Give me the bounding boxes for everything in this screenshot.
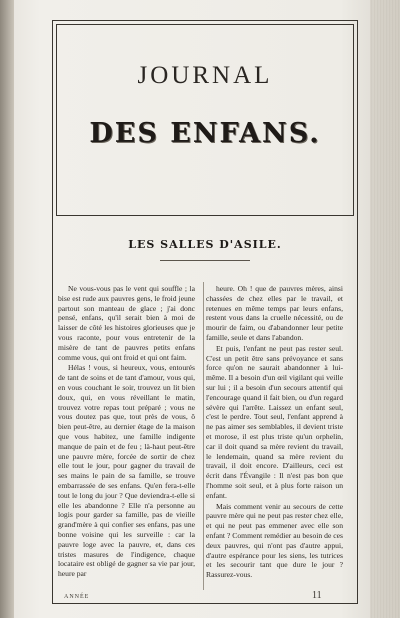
text-column-right <box>206 284 343 590</box>
page-edge <box>370 0 400 618</box>
text-column-left <box>58 284 195 590</box>
paragraph: heure. Oh ! que de pauvres mères, ainsi chassées de chez elles par le travail, et retenues en même temps par leurs enfans, restent vous dans la cruelle nécessité, ou de mourir de faim, ou d'abandonner leur petite famille, seule et dans l'abandon. <box>206 284 343 342</box>
paragraph: Mais comment venir au secours de cette pauvre mère qui ne peut pas rester chez elle, et qui ne peut pas emmener avec elle son enfant ? Comment remédier au besoin de ces deux pauvres, qui n'ont pas d'autre appui, d'autre espérance pour les siens, les tutrices et les secourir tant que dure le jour ? Rassurez-vous. <box>206 501 343 580</box>
title-rule <box>160 260 250 261</box>
page-number: 11 <box>312 590 322 601</box>
book-spine <box>0 0 14 618</box>
column-divider <box>203 282 204 590</box>
footer-year-label: ANNÉE <box>64 594 90 600</box>
paragraph: Ne vous-vous pas le vent qui souffle ; la bise est rude aux pauvres gens, le froid jeune partout son manteau de glace ; j'ai donc pensé, enfans, qu'il serait bien à moi de laisser de côté les histoires glorieuses que je vous raconte, pour vous entretenir de la misère de tant de pauvres petits enfans comme vous, qui ont froid et qui ont faim. <box>58 284 195 362</box>
masthead-journal: JOURNAL <box>137 62 273 89</box>
paragraph: Hélas ! vous, si heureux, vous, entourés de tant de soins et de tant d'amour, vous qui, en vous couchant le soir, trouvez un lit bien doux, qui, en vous réveillant le matin, trouvez votre repas tout préparé ; vous ne vous doutez pas que, tout près de vous, ô bien peut-être, au dernier étage de la maison que vous habitez, une famille indigente manque de pain et de feu ; là-haut peut-être une pauvre mère, forcée de sortir de chez elle tout le jour, pour gagner du travail de ses mains le pain de sa famille, se trouve embarrassée de ses enfans. Qu'en fera-t-elle tout le long du jour ? Que deviendra-t-elle si elle les abandonne ? Elle n'a personne au logis pour garder sa famille, pas de vieille grand'mère à qui confier ses enfans, pas une bonne voisine qui les surveille : car la pauvre loge avec la pauvre, et, dans ces tristes masures de l'indigence, chaque locataire est obligé de gagner sa vie par jour, heure par <box>58 363 195 579</box>
article-title: LES SALLES D'ASILE. <box>128 238 282 251</box>
masthead-title: DES ENFANS. <box>89 118 321 149</box>
paragraph: Et puis, l'enfant ne peut pas rester seul. C'est un petit être sans prévoyance et sans force qu'on ne saurait abandonner à lui-même. Il a besoin d'un œil vigilant qui veille sur lui ; il a besoin d'un secours attentif qui l'encourage quand il fait bien, ou d'un regard sévère qui l'arrête. Laissez un enfant seul, c'est le perdre. Tout seul, l'enfant apprend à ne pas aimer ses semblables, il devient triste et morose, il est plus triste qu'un orphelin, car il doit quand sa mère revient du travail, le lendemain, quand sa mère revient du travail, il doit encore. D'ailleurs, ceci est écrit dans l'Évangile : Il n'est pas bon que l'homme soit seul, et à plus forte raison un enfant. <box>206 343 343 500</box>
